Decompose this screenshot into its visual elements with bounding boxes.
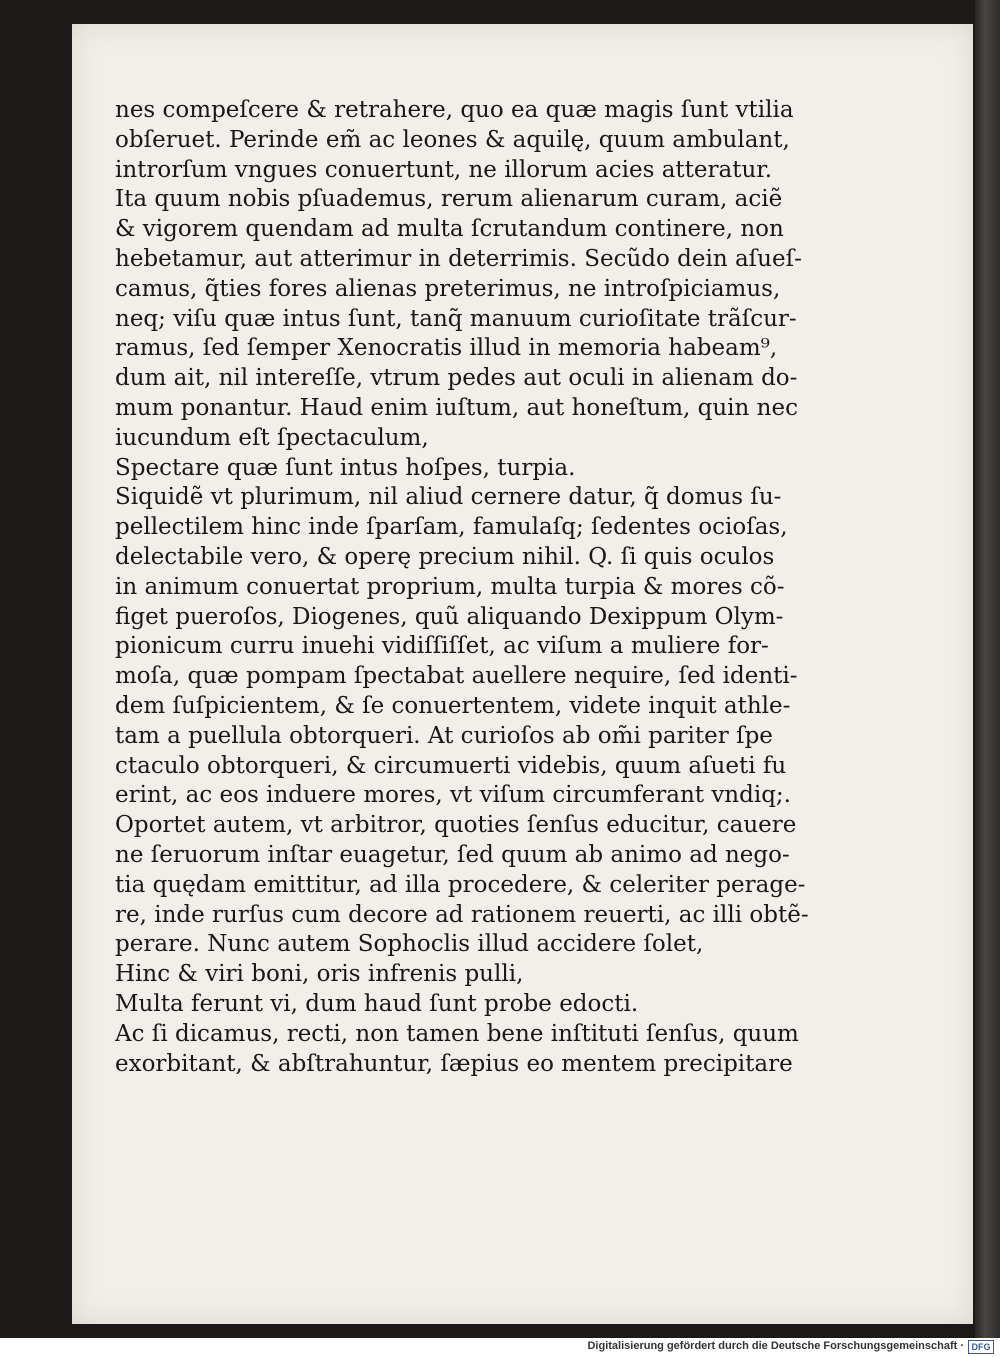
text-line: pionicum curru inuehi vidiſſiſſet, ac viſum a muliere for- — [115, 633, 769, 660]
text-line: dum ait, nil intereſſe, vtrum pedes aut oculi in alienam do- — [115, 365, 798, 392]
text-line: erint, ac eos induere mores, vt viſum circumferant vndiq;. — [115, 782, 791, 809]
text-line: mum ponantur. Haud enim iuſtum, aut honeſtum, quin nec — [115, 394, 798, 421]
text-line: iucundum eſt ſpectaculum, — [115, 424, 429, 451]
text-line: pellectilem hinc inde ſparſam, famulaſq; ſedentes ocioſas, — [115, 514, 788, 541]
text-line: figet pueroſos, Diogenes, quũ aliquando Dexippum Olym- — [115, 603, 784, 630]
text-line: in animum conuertat proprium, multa turpia & mores cõ- — [115, 573, 785, 600]
text-line: camus, q̃ties fores alienas preterimus, ne introſpiciamus, — [115, 275, 781, 302]
text-line: Spectare quæ ſunt intus hoſpes, turpia. — [115, 454, 576, 481]
text-line: ctaculo obtorqueri, & circumuerti videbis, quum aſueti fu — [115, 752, 787, 779]
book-edge — [975, 0, 1000, 1338]
text-line: obſeruet. Perinde em̃ ac leones & aquilę, quum ambulant, — [115, 126, 790, 153]
text-line: Ac ſi dicamus, recti, non tamen bene inſtituti ſenſus, quum — [115, 1020, 799, 1047]
text-line: Siquidẽ vt plurimum, nil aliud cernere datur, q̃ domus ſu- — [115, 484, 782, 511]
printed-text-block — [115, 96, 855, 1079]
dfg-logo-icon: DFG — [968, 1340, 994, 1354]
text-line: exorbitant, & abſtrahuntur, ſæpius eo mentem precipitare — [115, 1050, 793, 1077]
text-line: delectabile vero, & operę precium nihil. Q. ſi quis oculos — [115, 543, 775, 570]
text-line: neq; viſu quæ intus ſunt, tanq̃ manuum curioſitate trãſcur- — [115, 305, 797, 332]
footer-bar — [0, 1338, 1000, 1357]
text-line: dem ſuſpicientem, & ſe conuertentem, videte inquit athle- — [115, 692, 791, 719]
text-line: tia quędam emittitur, ad illa procedere, & celeriter perage- — [115, 871, 806, 898]
text-line: moſa, quæ pompam ſpectabat auellere nequire, ſed identi- — [115, 663, 798, 690]
digitization-credit: Digitalisierung gefördert durch die Deutsche Forschungsgemeinschaft · — [587, 1340, 964, 1352]
text-line: introrſum vngues conuertunt, ne illorum acies atteratur. — [115, 156, 773, 183]
text-line: Multa ferunt vi, dum haud ſunt probe edocti. — [115, 990, 639, 1017]
text-line: re, inde rurſus cum decore ad rationem reuerti, ac illi obtẽ- — [115, 901, 809, 928]
text-line: Ita quum nobis pſuademus, rerum alienarum curam, aciẽ — [115, 186, 783, 213]
text-line: ne ſeruorum inſtar euagetur, ſed quum ab animo ad nego- — [115, 841, 790, 868]
text-line: ramus, ſed ſemper Xenocratis illud in memoria habeam⁹, — [115, 335, 778, 362]
text-line: Hinc & viri boni, oris infrenis pulli, — [115, 961, 524, 988]
text-line: hebetamur, aut atterimur in deterrimis. Secũdo dein aſueſ- — [115, 245, 802, 272]
text-line: & vigorem quendam ad multa ſcrutandum continere, non — [115, 216, 784, 243]
text-line: nes compeſcere & retrahere, quo ea quæ magis ſunt vtilia — [115, 97, 794, 123]
text-line: Oportet autem, vt arbitror, quoties ſenſus educitur, cauere — [115, 812, 797, 839]
text-line: perare. Nunc autem Sophoclis illud accidere ſolet, — [115, 931, 704, 958]
text-line: tam a puellula obtorqueri. At curioſos ab om̃i pariter ſpe — [115, 722, 773, 749]
